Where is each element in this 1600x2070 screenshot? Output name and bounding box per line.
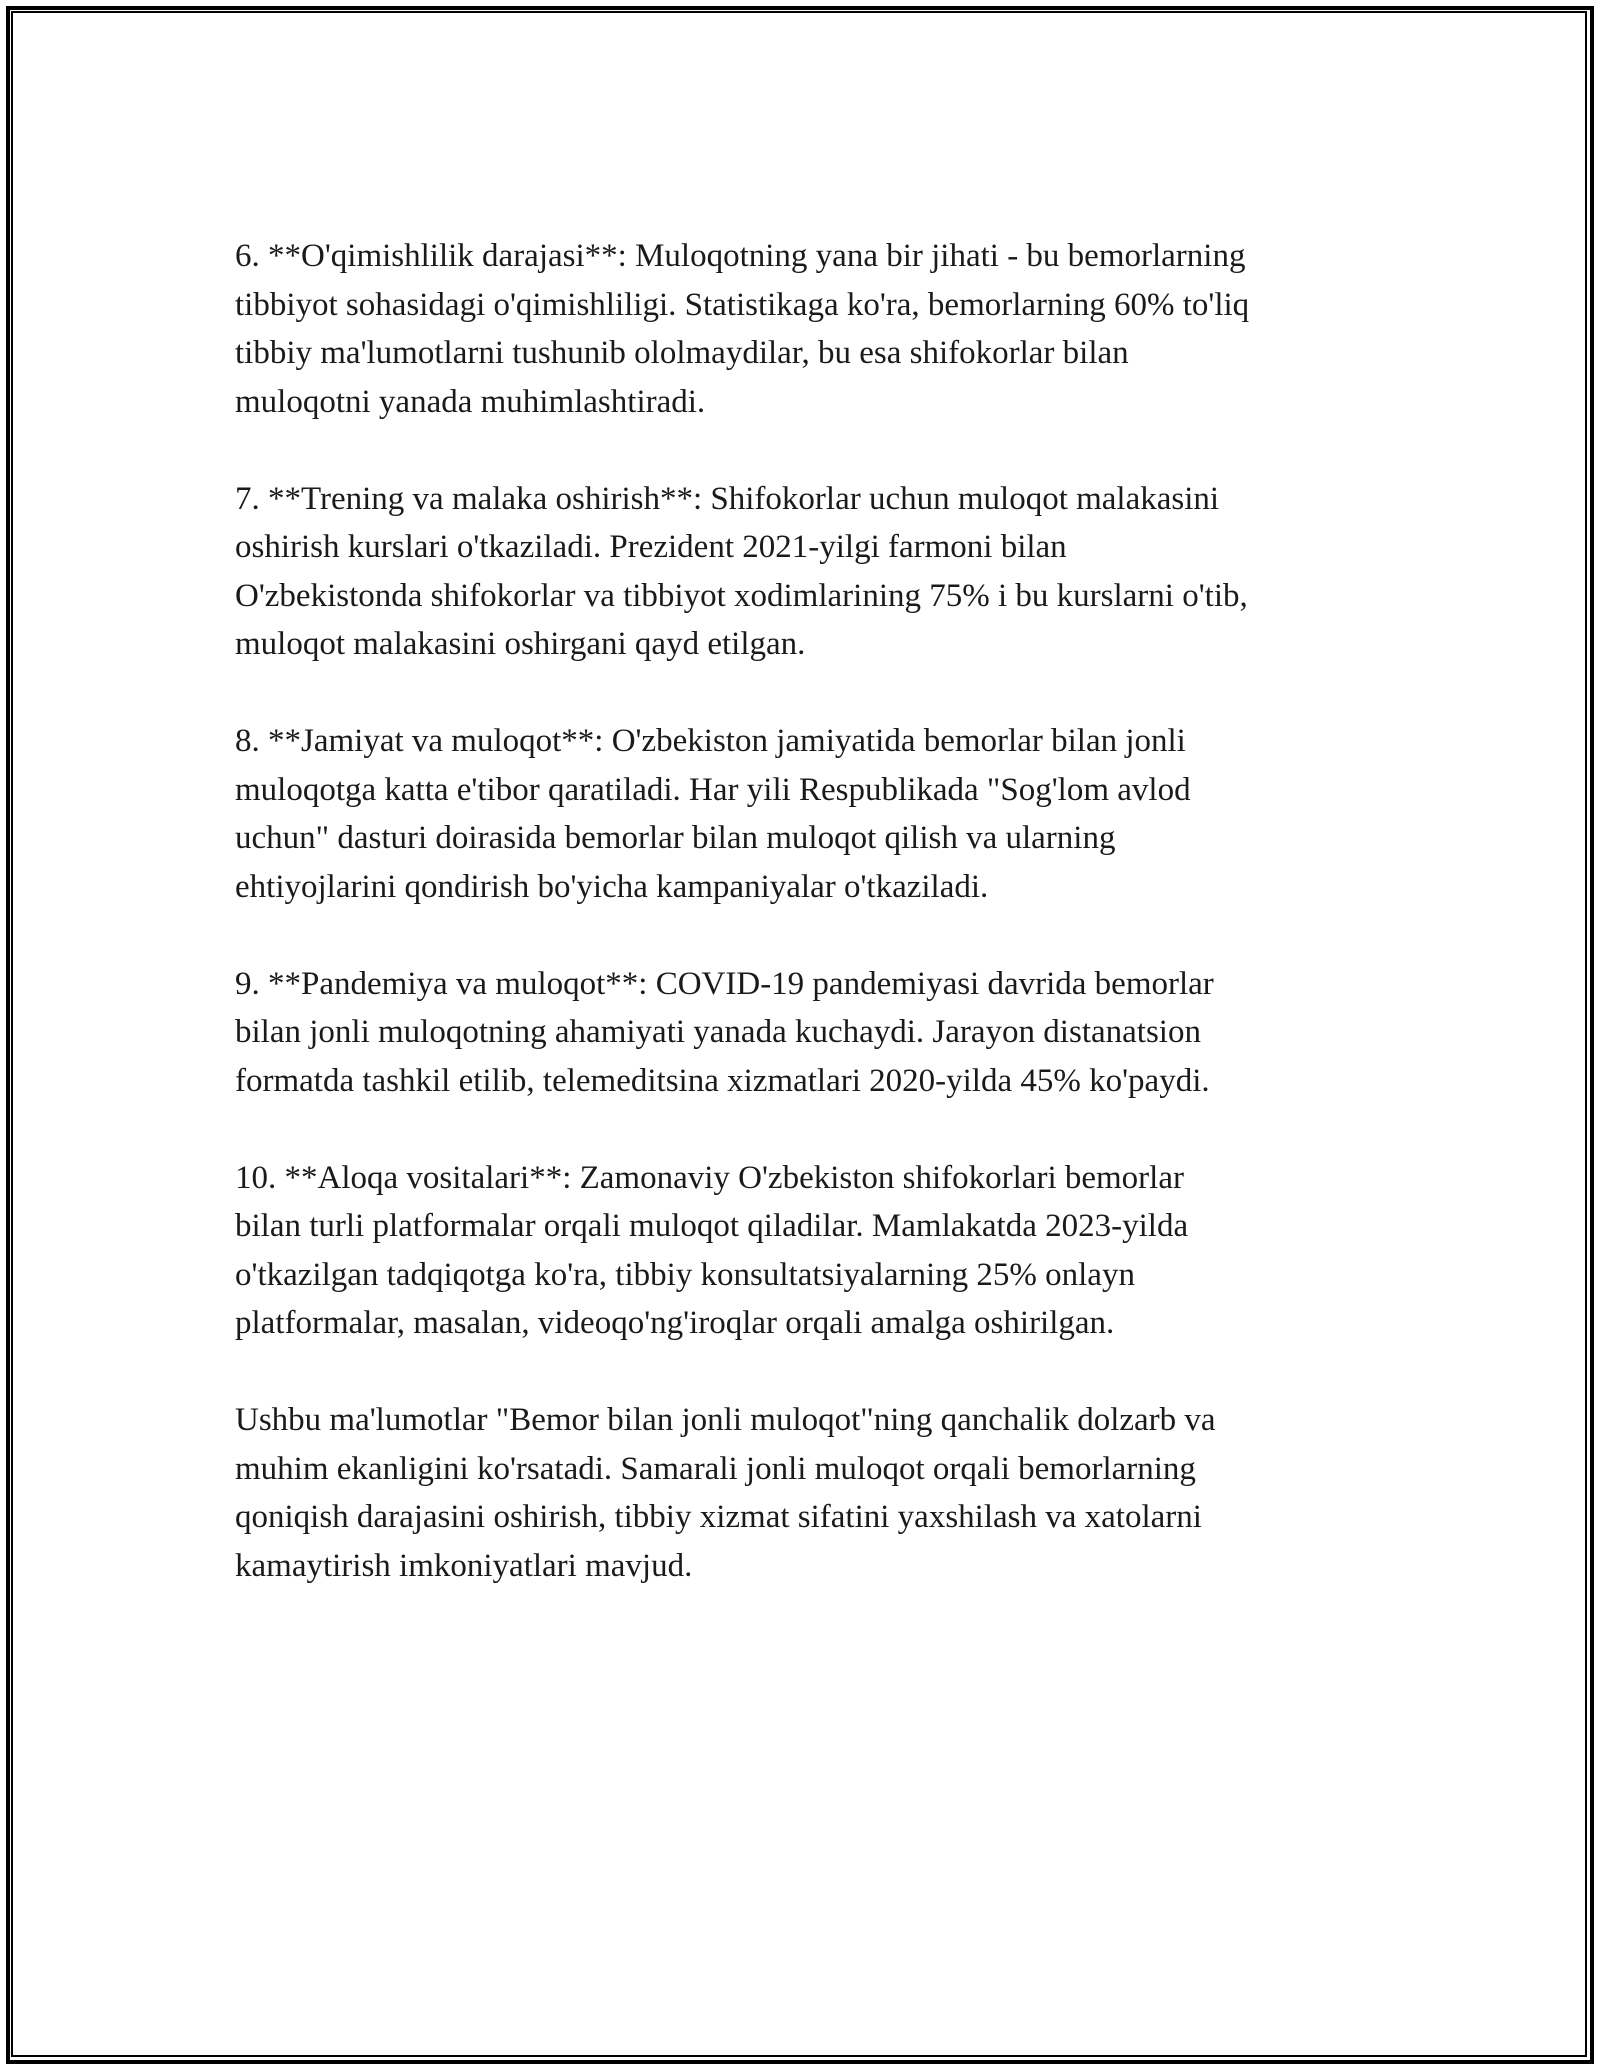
paragraph-item-9: 9. **Pandemiya va muloqot**: COVID-19 pandemiyasi davrida bemorlar bilan jonli muloqotning ahamiyati yanada kuchaydi. Jarayon distanatsion formatda tashkil etilib, telemeditsina xizmatlari 2020-yilda 45% ko'paydi. [235,965,1214,1099]
document-body [235,232,1395,1590]
paragraph-item-7: 7. **Trening va malaka oshirish**: Shifokorlar uchun muloqot malakasini oshirish kurslari o'tkaziladi. Prezident 2021-yilgi farmoni bilan O'zbekistonda shifokorlar va tibbiyot xodimlarining 75% i bu kurslarni o'tib, muloqot malakasini oshirgani qayd etilgan. [235,480,1248,662]
paragraph-conclusion: Ushbu ma'lumotlar "Bemor bilan jonli muloqot"ning qanchalik dolzarb va muhim ekanligini ko'rsatadi. Samarali jonli muloqot orqali bemorlarning qoniqish darajasini oshirish, tibbiy xizmat sifatini yaxshilash va xatolarni kamaytirish imkoniyatlari mavjud. [235,1402,1216,1584]
paragraph-item-10: 10. **Aloqa vositalari**: Zamonaviy O'zbekiston shifokorlari bemorlar bilan turli platformalar orqali muloqot qiladilar. Mamlakatda 2023-yilda o'tkazilgan tadqiqotga ko'ra, tibbiy konsultatsiyalarning 25% onlayn platformalar, masalan, videoqo'ng'iroqlar orqali amalga oshirilgan. [235,1159,1189,1341]
paragraph-item-6: 6. **O'qimishlilik darajasi**: Muloqotning yana bir jihati - bu bemorlarning tibbiyot sohasidagi o'qimishliligi. Statistikaga ko'ra, bemorlarning 60% to'liq tibbiy ma'lumotlarni tushunib ololmaydilar, bu esa shifokorlar bilan muloqotni yanada muhimlashtiradi. [235,238,1250,420]
paragraph-item-8: 8. **Jamiyat va muloqot**: O'zbekiston jamiyatida bemorlar bilan jonli muloqotga katta e'tibor qaratiladi. Har yili Respublikada "Sog'lom avlod uchun" dasturi doirasida bemorlar bilan muloqot qilish va ularning ehtiyojlarini qondirish bo'yicha kampaniyalar o'tkaziladi. [235,723,1191,905]
